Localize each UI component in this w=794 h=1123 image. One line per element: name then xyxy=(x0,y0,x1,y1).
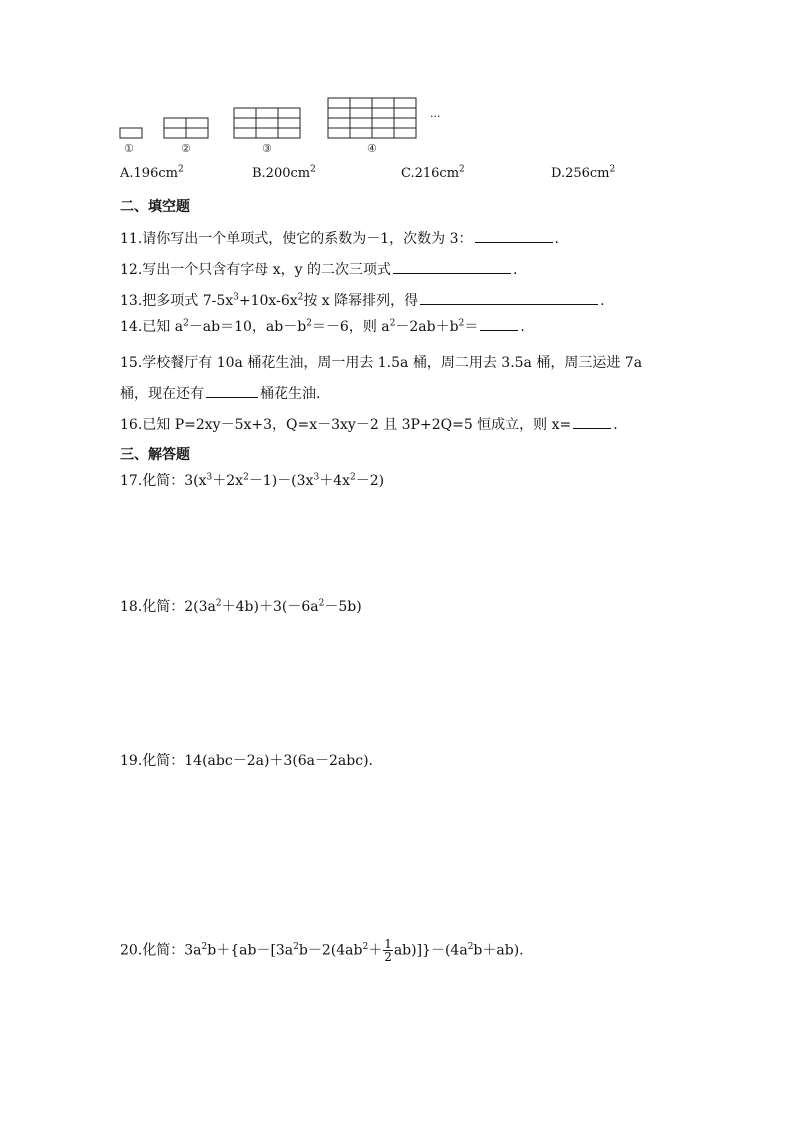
figure-3-grid xyxy=(234,108,300,138)
section-3-heading: 三、解答题 xyxy=(120,447,190,463)
section-2-heading: 二、填空题 xyxy=(120,199,190,215)
question-18: 18.化简：$2(3a^2+4b)+3(-6a^2-5b)$ xyxy=(120,598,362,615)
figure-label-3: ③ xyxy=(262,142,272,155)
answer-blank-11[interactable] xyxy=(475,228,553,243)
option-d: $D.256cm^2$ xyxy=(551,164,616,181)
question-12: 12.写出一个只含有字母 x，y 的二次三项式 . xyxy=(120,259,517,279)
tile-pattern-figure xyxy=(118,96,438,144)
option-c: $C.216cm^2$ xyxy=(401,164,465,181)
figure-ellipsis: ··· xyxy=(430,110,441,123)
question-19: 19.化简：14(abc－2a)＋3(6a－2abc). xyxy=(120,753,373,769)
answer-blank-12[interactable] xyxy=(393,259,511,274)
answer-blank-16[interactable] xyxy=(573,414,611,429)
question-14: 14.已知 $a^2-ab=10$，$ab-b^2=-6$，则 $a^2-2ab+b^2=$ . xyxy=(120,316,525,336)
question-13: 13.把多项式 $7-5x^3+10x-6x^2$按 x 降幂排列，得 . xyxy=(120,290,605,310)
question-20: 20.化简：$3a^2b+\{ab-[3a^2b-2(4ab^2+$ $\frac{1}{2}$ $ab)]\}-(4a^2b+ab)$. xyxy=(120,937,524,964)
figure-label-2: ② xyxy=(181,142,191,155)
answer-blank-14[interactable] xyxy=(480,316,518,331)
figure-4-grid xyxy=(328,98,416,138)
fraction-one-half: $\frac{1}{2}$ xyxy=(384,937,392,964)
figure-label-1: ① xyxy=(124,142,134,155)
figure-1-grid xyxy=(120,128,142,138)
figure-label-4: ④ xyxy=(367,142,377,155)
answer-blank-13[interactable] xyxy=(420,290,598,305)
answer-blank-15[interactable] xyxy=(206,383,258,398)
figure-2-grid xyxy=(164,118,208,138)
option-b: $B.200cm^2$ xyxy=(252,164,316,181)
question-15-line-2: 桶，现在还有 桶花生油. xyxy=(120,383,320,403)
question-15-line-1: 15.学校餐厅有 10a 桶花生油，周一用去 1.5a 桶，周二用去 3.5a 桶，周三运进 7a xyxy=(120,355,643,371)
question-16: 16.已知 P=2xy－5x+3，Q=x－3xy－2 且 3P+2Q=5 恒成立，则 x= . xyxy=(120,414,618,434)
question-17: 17.化简：$3(x^3+2x^2-1)-(3x^3+4x^2-2)$ xyxy=(120,472,385,489)
option-a: $A.196cm^2$ xyxy=(120,164,184,181)
question-11: 11.请你写出一个单项式，使它的系数为－1，次数为 3： . xyxy=(120,228,559,248)
